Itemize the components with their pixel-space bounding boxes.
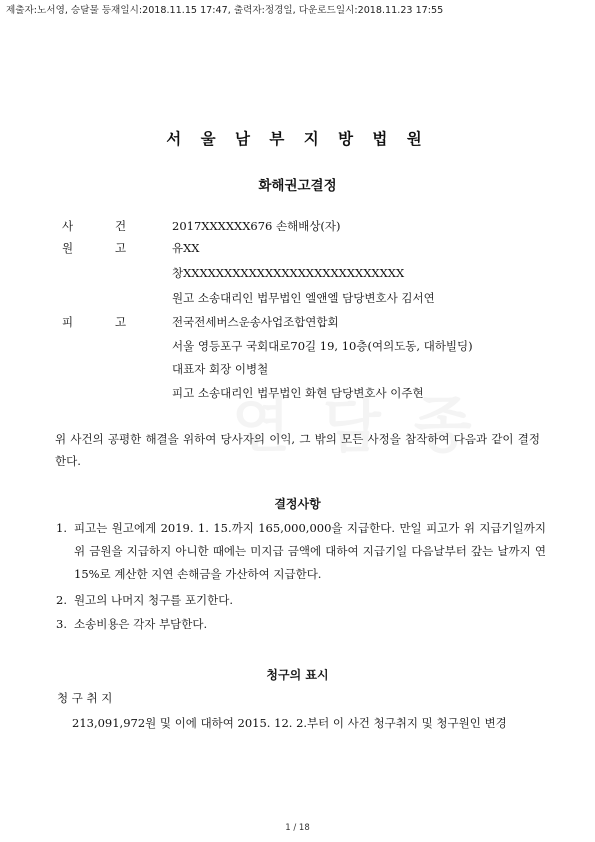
decision-item: [56, 517, 546, 586]
page-number: 1 / 18: [285, 823, 310, 833]
decision-title: 결정사항: [274, 497, 321, 511]
party-value: 원고 소송대리인 법무법인 엘앤엘 담당변호사 김서연: [172, 291, 435, 305]
document-header: 제출자:노서영, 승달물 등재일시:2018.11.15 17:47, 출력자:정경일, 다운로드일시:2018.11.23 17:55: [6, 5, 444, 16]
claim-subtitle: 청 구 취 지: [57, 691, 113, 705]
decision-item-number: 2.: [56, 593, 67, 607]
document-title: 화해권고결정: [258, 178, 337, 194]
claim-title: 청구의 표시: [266, 668, 329, 682]
party-label-first: 피: [62, 315, 74, 329]
claim-text: 213,091,972원 및 이에 대하여 2015. 12. 2.부터 이 사건 청구취지 및 청구원인 변경: [72, 716, 507, 730]
party-value: 전국전세버스운송사업조합연합회: [172, 315, 339, 329]
party-label-second: 건: [115, 219, 127, 233]
decision-item-text: 소송비용은 각자 부담한다.: [74, 617, 208, 631]
party-value: 서울 영등포구 국회대로70길 19, 10층(여의도동, 대하빌딩): [172, 339, 473, 353]
party-label-second: 고: [115, 241, 127, 255]
party-label-second: 고: [115, 315, 127, 329]
party-value: 유XX: [172, 241, 200, 255]
party-value: 피고 소송대리인 법무법인 화현 담당변호사 이주현: [172, 386, 424, 400]
decision-item-number: 1.: [56, 521, 67, 535]
decision-item: [56, 589, 546, 612]
decision-item-text: 원고의 나머지 청구를 포기한다.: [74, 593, 234, 607]
party-label-first: 원: [62, 241, 74, 255]
party-label-first: 사: [62, 219, 74, 233]
court-name: 서 울 남 부 지 방 법 원: [166, 129, 429, 148]
decision-item-text: 피고는 원고에게 2019. 1. 15.까지 165,000,000을 지급한다. 만일 피고가 위 지급기일까지 위 금원을 지급하지 아니한 때에는 미지급 금액에 대하여 지급기일 다음날부터 갚는 날까지 연 15%로 계산한 지연 손해금을 가산하여 지급한다.: [74, 521, 546, 581]
decision-item-number: 3.: [56, 617, 67, 631]
party-value: 대표자 회장 이병철: [172, 362, 269, 376]
intro-paragraph: 위 사건의 공평한 해결을 위하여 당사자의 이익, 그 밖의 모든 사정을 참작하여 다음과 같이 결정한다.: [55, 432, 540, 468]
party-value: 창XXXXXXXXXXXXXXXXXXXXXXXXXXX: [172, 266, 405, 280]
party-value: 2017XXXXXX676 손해배상(자): [172, 219, 341, 233]
decision-item: [56, 613, 546, 636]
